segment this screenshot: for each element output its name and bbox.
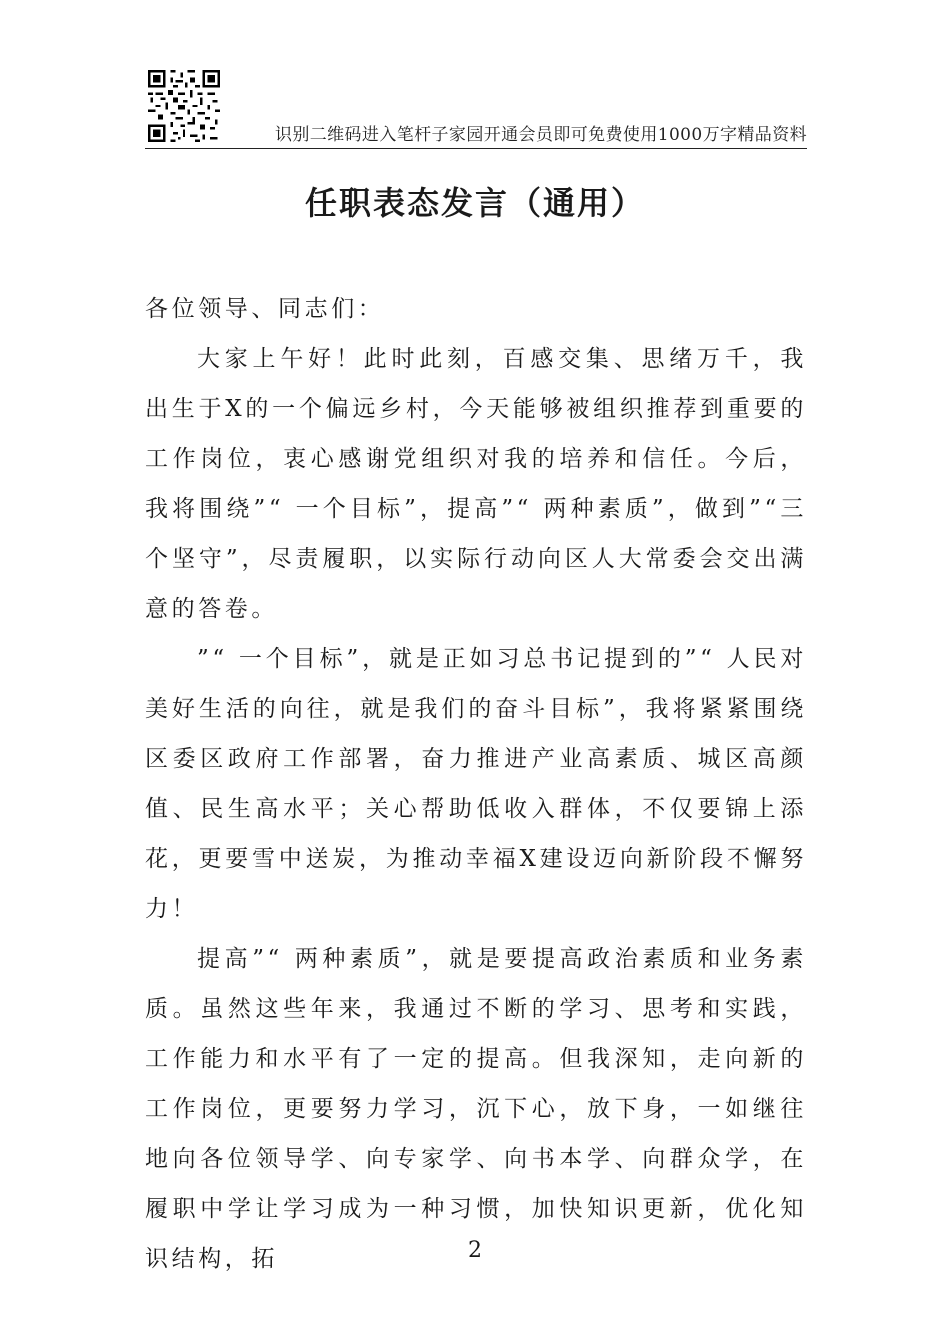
header-banner: 识别二维码进入笔杆子家园开通会员即可免费使用1000万字精品资料	[274, 125, 807, 145]
paragraph-1: 大家上午好！此时此刻，百感交集、思绪万千，我出生于X的一个偏远乡村，今天能够被组织推荐到重要的工作岗位，衷心感谢党组织对我的培养和信任。今后，我将围绕”“ 一个目标”，提高”“ 两种素质”，做到”“三个坚守”，尽责履职，以实际行动向区人大常委会交出满意的答卷。	[145, 346, 807, 622]
document-body	[145, 284, 807, 1284]
qr-code-icon[interactable]	[148, 70, 220, 142]
document-title: 任职表态发言（通用）	[304, 184, 645, 222]
header-divider	[145, 148, 807, 149]
page-number: 2	[468, 1238, 482, 1263]
paragraph-2: ”“ 一个目标”，就是正如习总书记提到的”“ 人民对美好生活的向往，就是我们的奋斗目标”，我将紧紧围绕区委区政府工作部署，奋力推进产业高素质、城区高颜值、民生高水平；关心帮助低收入群体，不仅要锦上添花，更要雪中送炭，为推动幸福X建设迈向新阶段不懈努力！	[145, 646, 807, 922]
salutation: 各位领导、同志们：	[145, 296, 385, 322]
paragraph-3: 提高”“ 两种素质”，就是要提高政治素质和业务素质。虽然这些年来，我通过不断的学习、思考和实践，工作能力和水平有了一定的提高。但我深知，走向新的工作岗位，更要努力学习，沉下心，放下身，一如继往地向各位领导学、向专家学、向书本学、向群众学，在履职中学让学习成为一种习惯，加快知识更新，优化知识结构，拓	[145, 946, 807, 1272]
page-header	[145, 68, 807, 148]
